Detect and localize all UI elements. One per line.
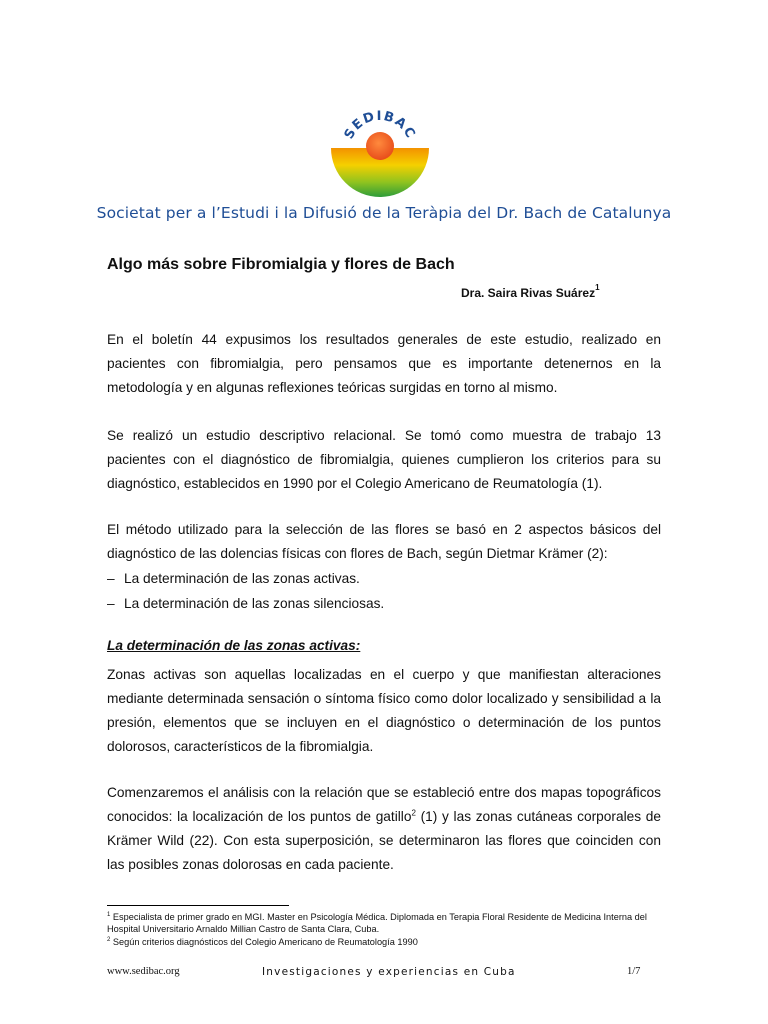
logo-sun xyxy=(366,132,394,160)
paragraph-1: En el boletín 44 expusimos los resultados generales de este estudio, realizado en pacientes con fibromialgia, pero pensamos que es importante detenernos en la metodología y en algunas reflexiones teóricas surgidas en torno al mismo. xyxy=(107,332,661,395)
page-number: 1/7 xyxy=(627,966,641,977)
author-footnote-ref: 1 xyxy=(595,283,600,292)
footnote-text: Especialista de primer grado en MGI. Master en Psicología Médica. Diplomada en Terapia Floral Residente de Medicina Interna del Hospital Universitario Arnaldo Millian Castro de Santa Clara, Cuba. xyxy=(107,912,647,934)
list-dash: – xyxy=(107,596,115,611)
paragraph-5-text-b: (1) y las zonas cutáneas corporales de Krämer Wild (22). Con esta superposición, se determinaron las flores que coinciden con las posibles zonas dolorosas en cada paciente. xyxy=(107,809,661,872)
sedibac-logo xyxy=(320,98,440,202)
list-item-text: La determinación de las zonas silenciosas. xyxy=(124,596,385,611)
section-subheading: La determinación de las zonas activas: xyxy=(107,638,361,653)
footnote-1 xyxy=(107,911,667,935)
author-line xyxy=(461,285,600,300)
paragraph-2: Se realizó un estudio descriptivo relacional. Se tomó como muestra de trabajo 13 pacientes con el diagnóstico de fibromialgia, quienes cumplieron los criterios para su diagnóstico, establecidos en 1990 por el Colegio Americano de Reumatología (1). xyxy=(107,428,661,491)
list-item xyxy=(107,592,384,616)
paragraph-4: Zonas activas son aquellas localizadas en el cuerpo y que manifiestan alteraciones mediante determinada sensación o síntoma físico como dolor localizado y sensibilidad a la presión, elementos que se incluyen en el diagnóstico o determinación de los puntos dolorosos, característicos de la fibromialgia. xyxy=(107,667,661,754)
paragraph-5-text-a: Comenzaremos el análisis con la relación que se estableció entre dos mapas topográficos conocidos: la localización de los puntos de gatillo xyxy=(107,785,661,824)
paragraph-5 xyxy=(107,781,661,877)
footnote-number: 1 xyxy=(107,911,111,918)
document-title: Algo más sobre Fibromialgia y flores de Bach xyxy=(107,256,455,273)
footnote-ref: 2 xyxy=(411,808,416,818)
list-dash: – xyxy=(107,571,115,586)
footnote-separator xyxy=(107,905,289,906)
footnote-text: Según criterios diagnósticos del Colegio Americano de Reumatología 1990 xyxy=(112,937,418,947)
list-item xyxy=(107,567,360,591)
footnote-number: 2 xyxy=(107,936,111,943)
footer-section: Investigaciones y experiencias en Cuba xyxy=(262,966,516,978)
paragraph-3: El método utilizado para la selección de las flores se basó en 2 aspectos básicos del diagnóstico de las dolencias físicas con flores de Bach, según Dietmar Krämer (2): xyxy=(107,522,661,561)
list-item-text: La determinación de las zonas activas. xyxy=(124,571,360,586)
footnote-2 xyxy=(107,936,667,948)
footer-website: www.sedibac.org xyxy=(107,966,180,977)
logo-wordmark: SEDIBAC xyxy=(341,108,419,142)
society-name: Societat per a l’Estudi i la Difusió de la Teràpia del Dr. Bach de Catalunya xyxy=(96,204,672,222)
author-name: Dra. Saira Rivas Suárez xyxy=(461,286,596,300)
